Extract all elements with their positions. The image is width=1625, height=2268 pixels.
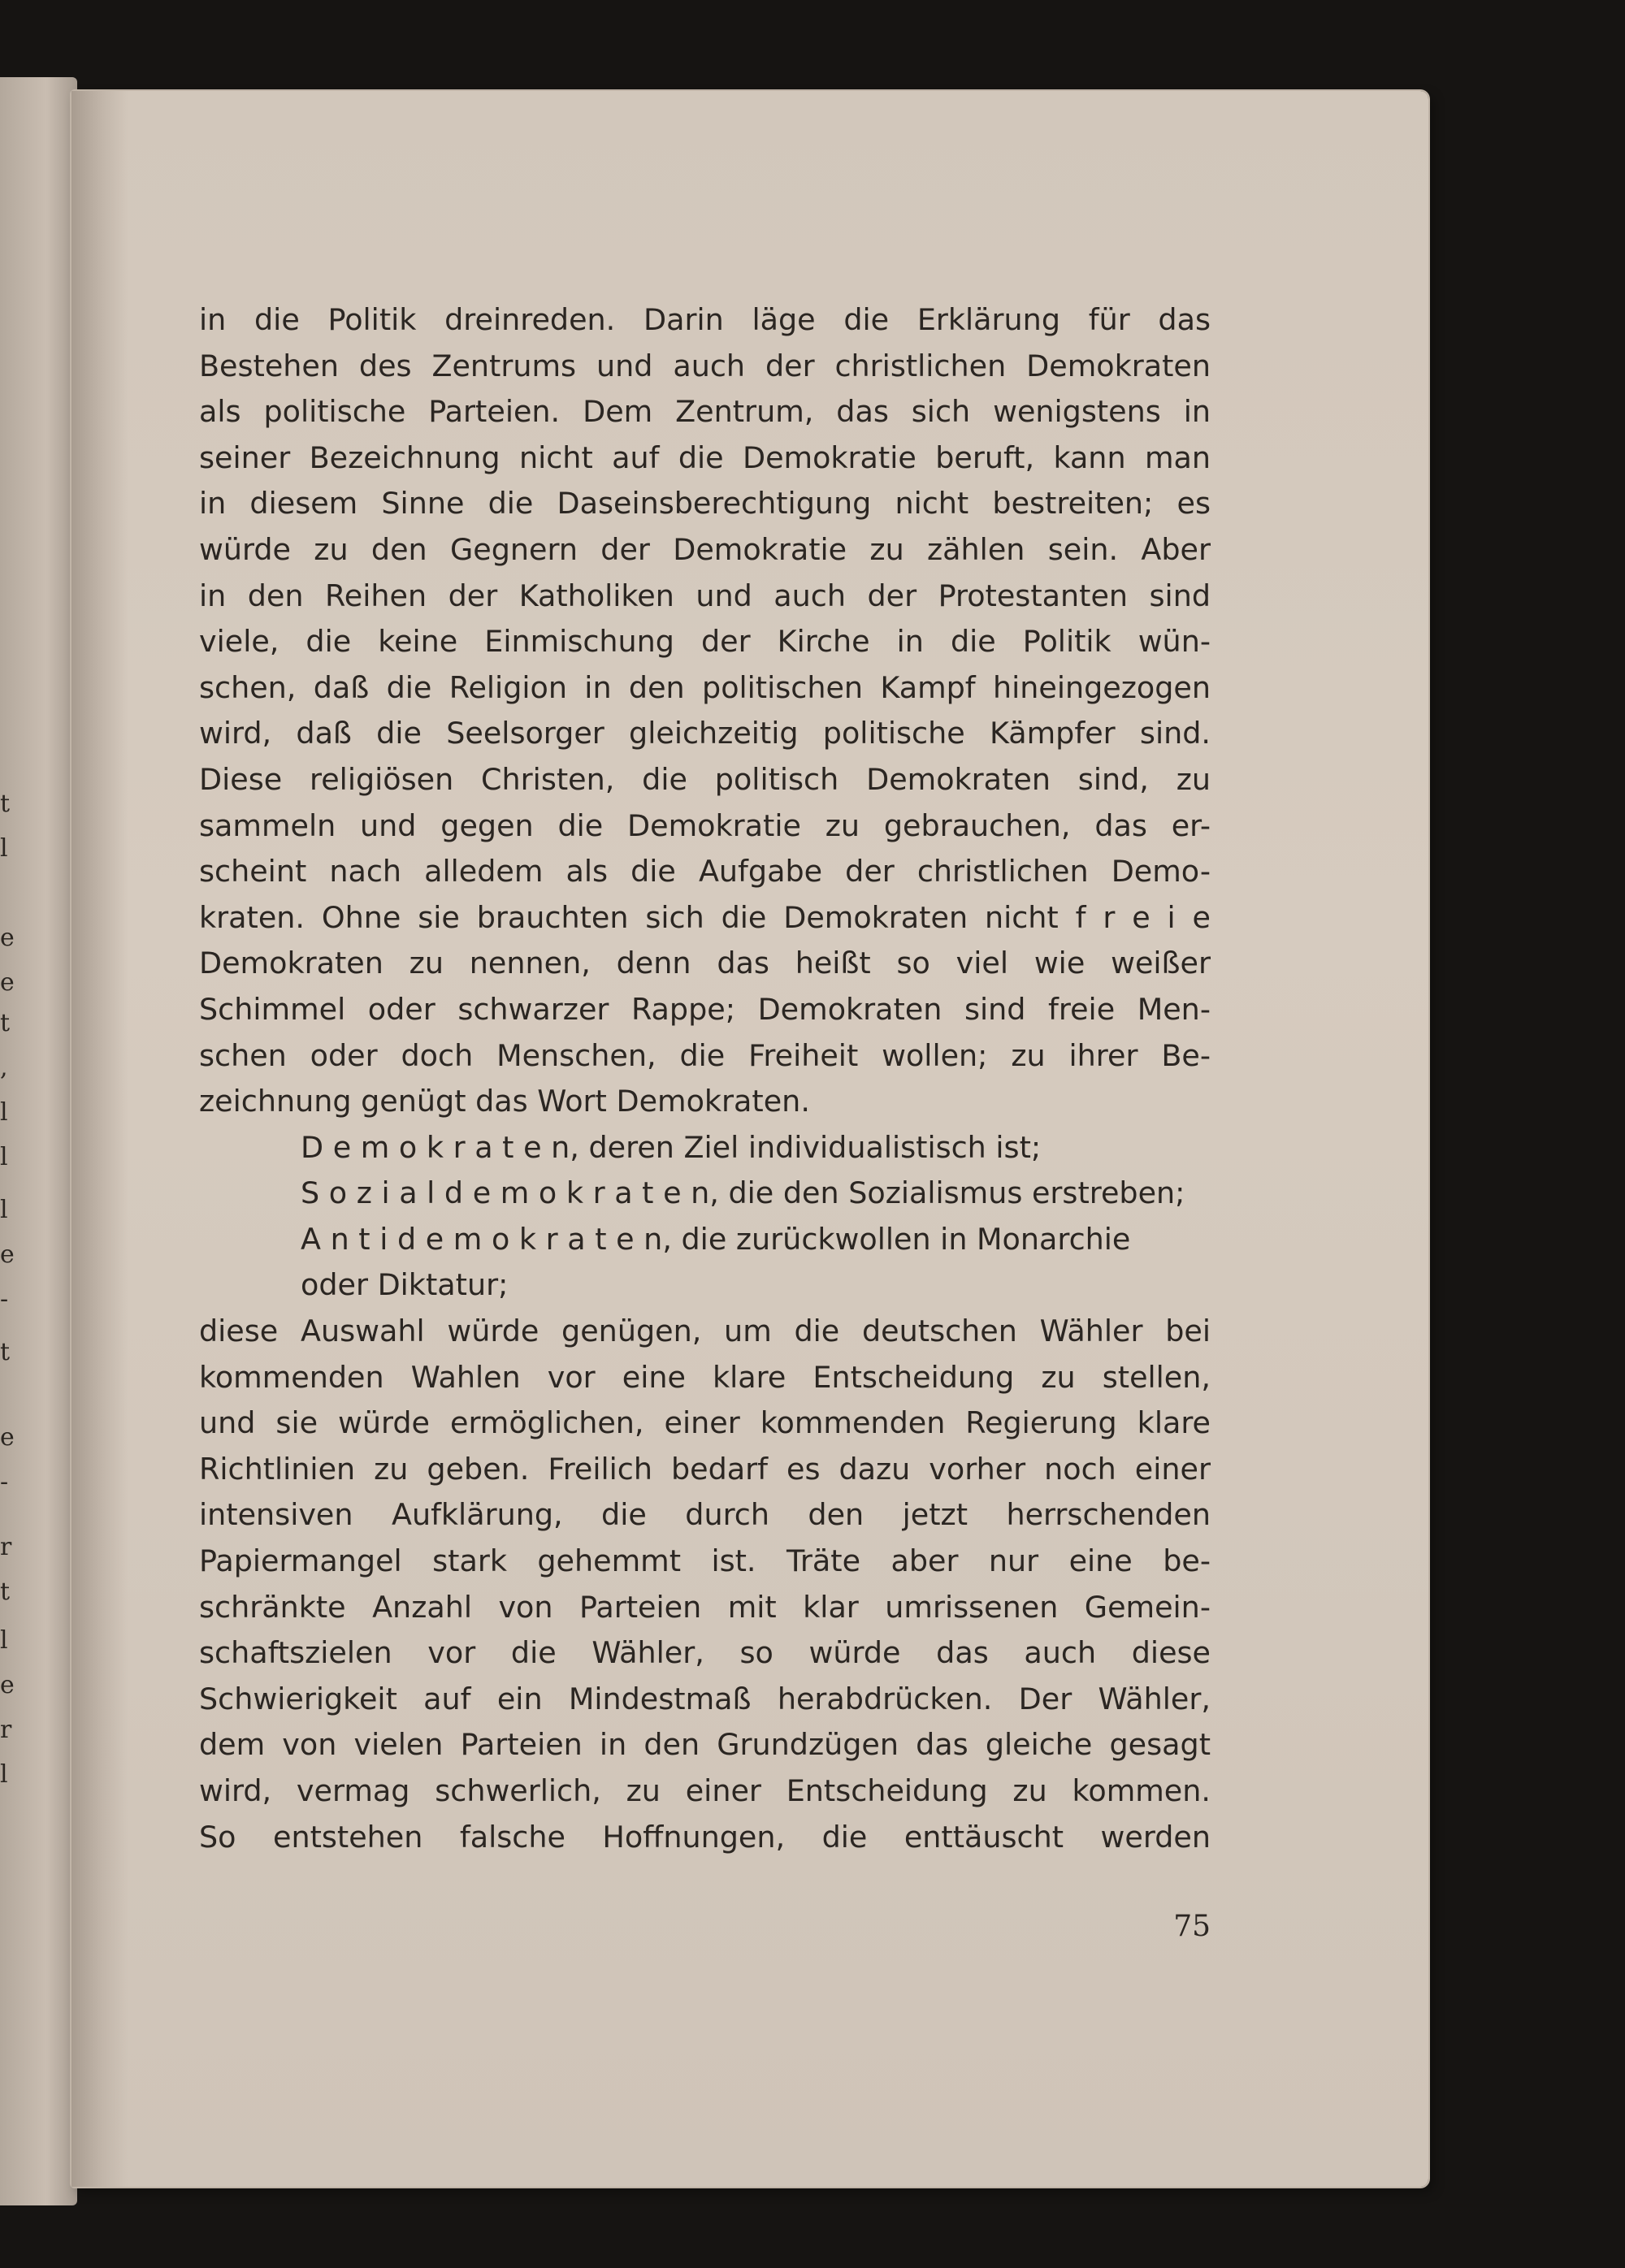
list-item: [199, 1217, 1211, 1263]
text-line: wird, vermag schwerlich, zu einer Entscheidung zu kommen.: [199, 1773, 1211, 1808]
text-line: in diesem Sinne die Daseinsberechtigung nicht bestreiten; es: [199, 486, 1211, 522]
page-number: 75: [1173, 1910, 1211, 1943]
text-line: Demokraten zu nennen, denn das heißt so viel wie weißer: [199, 946, 1211, 981]
facing-page-edge: [0, 77, 77, 2205]
text-line: scheint nach alledem als die Aufgabe der christlichen Demo-: [199, 854, 1211, 889]
list-item-text: , die zurückwollen in Monarchie: [662, 1221, 1131, 1257]
text-line: schaftszielen vor die Wähler, so würde das auch diese: [199, 1635, 1211, 1671]
edge-letter-fragment: e: [0, 924, 15, 952]
list-item-text: , die den Sozialismus erstreben;: [709, 1175, 1185, 1211]
edge-letter-fragment: e: [0, 1423, 15, 1452]
list-item: [199, 1125, 1211, 1171]
text-line: viele, die keine Einmischung der Kirche in die Politik wün-: [199, 624, 1211, 660]
facing-page-letter-fragments: [0, 77, 16, 2205]
text-line: diese Auswahl würde genügen, um die deutschen Wähler bei: [199, 1314, 1211, 1349]
edge-letter-fragment: -: [0, 1285, 9, 1314]
text-line: Papiermangel stark gehemmt ist. Träte aber nur eine be-: [199, 1543, 1211, 1579]
page-gutter-shadow: [72, 91, 128, 2187]
spaced-term: A n t i d e m o k r a t e n: [301, 1221, 663, 1257]
edge-letter-fragment: l: [0, 1760, 8, 1789]
text-line: als politische Parteien. Dem Zentrum, das sich wenigstens in: [199, 394, 1211, 430]
edge-letter-fragment: r: [0, 1716, 12, 1744]
edge-letter-fragment: ,: [0, 1054, 8, 1082]
edge-letter-fragment: e: [0, 1240, 15, 1269]
edge-letter-fragment: t: [0, 1338, 11, 1366]
text-line: seiner Bezeichnung nicht auf die Demokratie beruft, kann man: [199, 439, 1211, 475]
edge-letter-fragment: l: [0, 1196, 8, 1224]
list-item: [199, 1262, 1211, 1309]
text-line: intensiven Aufklärung, die durch den jetzt herrschenden: [199, 1497, 1211, 1533]
text-line: schränkte Anzahl von Parteien mit klar umrissenen Gemein-: [199, 1589, 1211, 1625]
edge-letter-fragment: r: [0, 1533, 12, 1561]
edge-letter-fragment: l: [0, 834, 8, 863]
text-line: So entstehen falsche Hoffnungen, die enttäuscht werden: [199, 1819, 1211, 1855]
text-line: Diese religiösen Christen, die politisch Demokraten sind, zu: [199, 761, 1211, 797]
text-line: Richtlinien zu geben. Freilich bedarf es dazu vorher noch einer: [199, 1451, 1211, 1487]
edge-letter-fragment: t: [0, 790, 11, 818]
text-line: und sie würde ermöglichen, einer kommenden Regierung klare: [199, 1405, 1211, 1441]
text-line: dem von vielen Parteien in den Grundzügen das gleiche gesagt: [199, 1727, 1211, 1763]
text-line: würde zu den Gegnern der Demokratie zu zählen sein. Aber: [199, 531, 1211, 567]
text-line: in die Politik dreinreden. Darin läge die Erklärung für das: [199, 302, 1211, 337]
spaced-term: D e m o k r a t e n: [301, 1129, 570, 1165]
text-line: Bestehen des Zentrums und auch der christlichen Demokraten: [199, 348, 1211, 383]
text-line: kommenden Wahlen vor eine klare Entscheidung zu stellen,: [199, 1359, 1211, 1395]
list-item-text: oder Diktatur;: [301, 1267, 509, 1303]
text-line: schen, daß die Religion in den politischen Kampf hineingezogen: [199, 669, 1211, 705]
text-line: Schimmel oder schwarzer Rappe; Demokraten sind freie Men-: [199, 991, 1211, 1027]
edge-letter-fragment: l: [0, 1143, 8, 1171]
edge-letter-fragment: l: [0, 1098, 8, 1127]
edge-letter-fragment: t: [0, 1578, 11, 1606]
text-line: wird, daß die Seelsorger gleichzeitig politische Kämpfer sind.: [199, 716, 1211, 751]
edge-letter-fragment: e: [0, 1671, 15, 1699]
text-line: Schwierigkeit auf ein Mindestmaß herabdrücken. Der Wähler,: [199, 1681, 1211, 1716]
body-text: [199, 297, 1211, 1860]
edge-letter-fragment: -: [0, 1468, 9, 1496]
list-item-text: , deren Ziel individualistisch ist;: [570, 1129, 1042, 1165]
text-line: sammeln und gegen die Demokratie zu gebrauchen, das er-: [199, 807, 1211, 843]
text-line: in den Reihen der Katholiken und auch der Protestanten sind: [199, 578, 1211, 613]
text-line: zeichnung genügt das Wort Demokraten.: [199, 1084, 810, 1119]
list-item: [199, 1171, 1211, 1217]
edge-letter-fragment: l: [0, 1626, 8, 1655]
text-line: kraten. Ohne sie brauchten sich die Demokraten nicht f r e i e: [199, 899, 1211, 935]
edge-letter-fragment: e: [0, 968, 15, 997]
text-line: schen oder doch Menschen, die Freiheit wollen; zu ihrer Be-: [199, 1037, 1211, 1073]
edge-letter-fragment: t: [0, 1009, 11, 1037]
spaced-term: S o z i a l d e m o k r a t e n: [301, 1175, 710, 1211]
